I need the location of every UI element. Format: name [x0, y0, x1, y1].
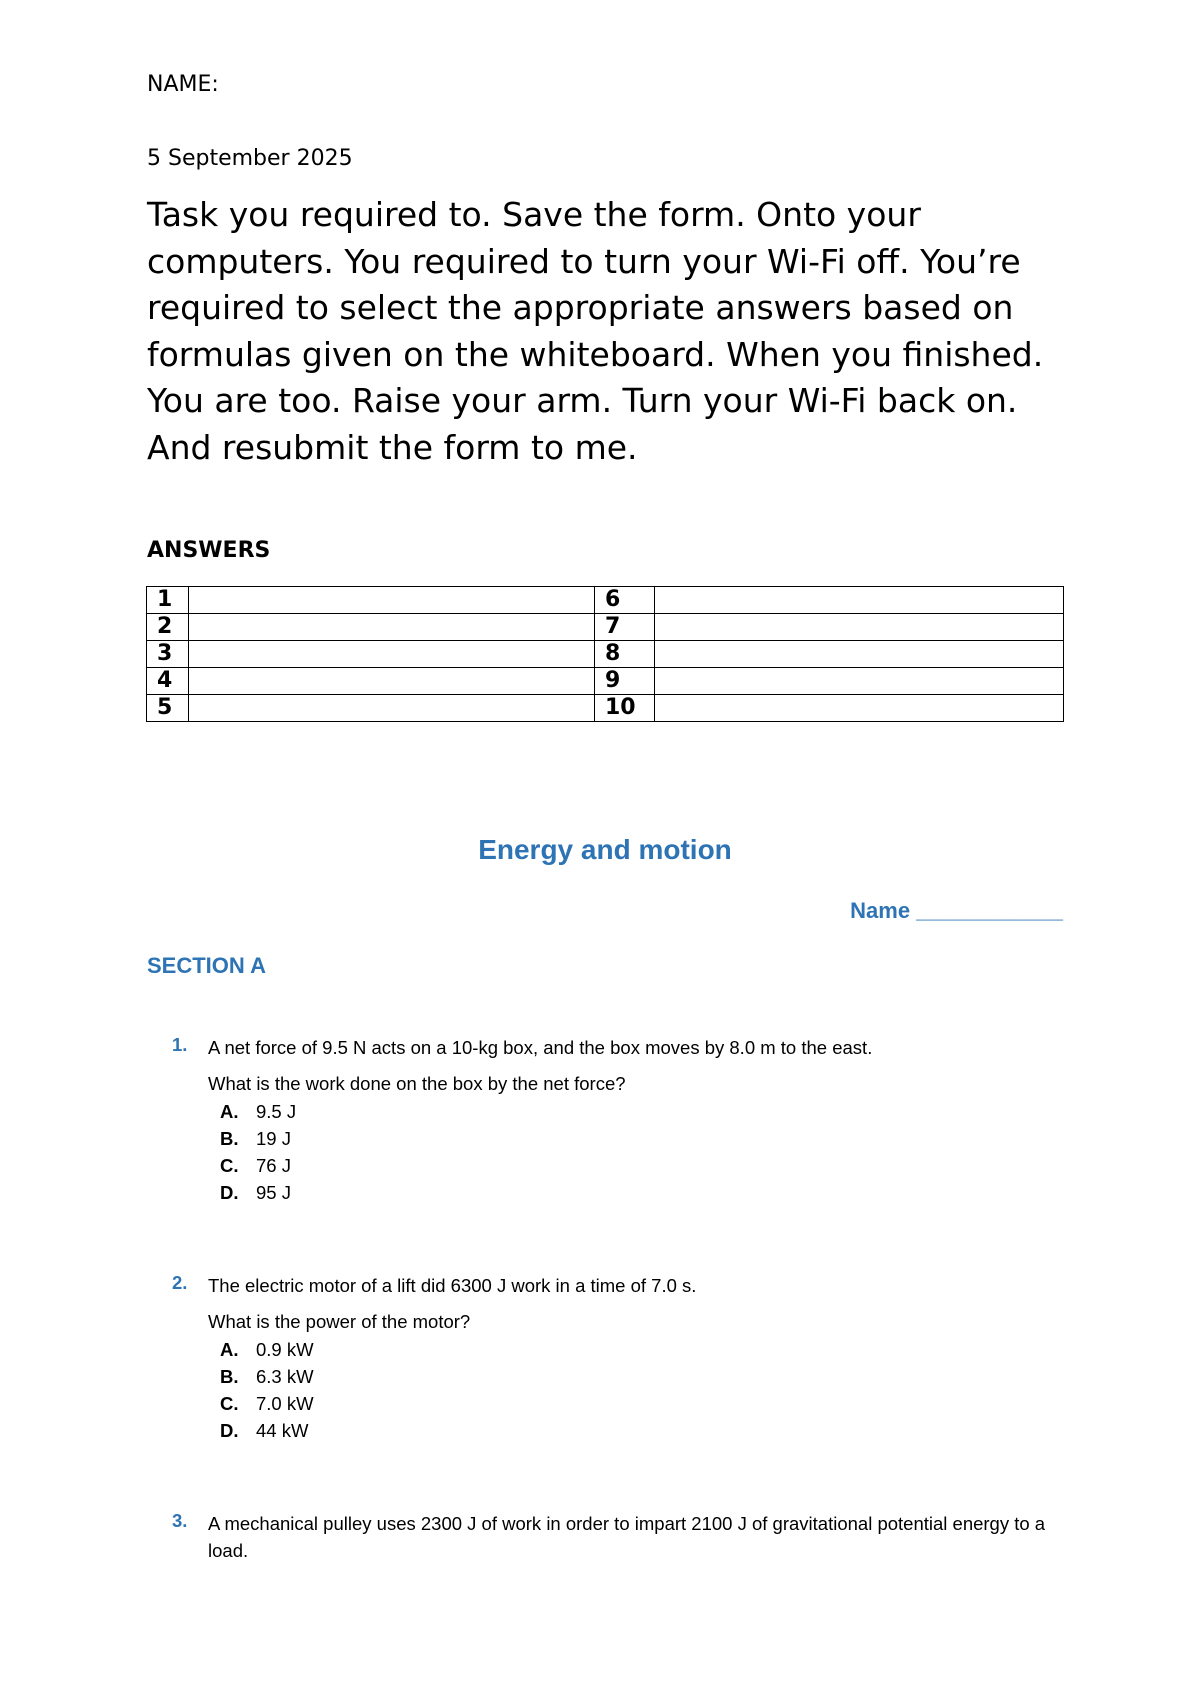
option-text: 7.0 kW: [256, 1393, 314, 1414]
answer-cell[interactable]: [655, 614, 1064, 641]
option-text: 19 J: [256, 1128, 291, 1149]
answer-number: 9: [595, 668, 655, 695]
name-label: NAME:: [147, 72, 219, 97]
option-text: 44 kW: [256, 1420, 309, 1441]
answer-number: 3: [147, 641, 189, 668]
table-row: [147, 641, 1064, 668]
answer-cell[interactable]: [655, 695, 1064, 722]
name-field[interactable]: Name ____________: [850, 898, 1063, 923]
table-row: [147, 695, 1064, 722]
answer-cell[interactable]: [189, 587, 595, 614]
answers-heading: ANSWERS: [147, 538, 271, 563]
option-text: 76 J: [256, 1155, 291, 1176]
question-stem: A mechanical pulley uses 2300 J of work in order to impart 2100 J of gravitational potential energy to a load.: [208, 1513, 1046, 1561]
instructions: Task you required to. Save the form. Onto your computers. You required to turn your Wi-Fi off. You’re required to select the appropriate answers based on formulas given on the whiteboard. When you finished. You are too. Raise your arm. Turn your Wi-Fi back on. And resubmit the form to me.: [147, 195, 1044, 467]
answer-cell[interactable]: [189, 695, 595, 722]
option-letter: B.: [220, 1366, 239, 1387]
option-text: 9.5 J: [256, 1101, 297, 1122]
option-letter: B.: [220, 1128, 239, 1149]
date: 5 September 2025: [147, 146, 353, 171]
section-heading: SECTION A: [147, 953, 266, 978]
question-prompt: What is the work done on the box by the net force?: [208, 1073, 626, 1094]
question-number: 1.: [172, 1034, 188, 1055]
quiz-title: Energy and motion: [478, 834, 732, 865]
question-stem: A net force of 9.5 N acts on a 10-kg box, and the box moves by 8.0 m to the east.: [208, 1037, 873, 1058]
answer-cell[interactable]: [189, 668, 595, 695]
option-letter: D.: [220, 1420, 239, 1441]
question-stem: The electric motor of a lift did 6300 J work in a time of 7.0 s.: [208, 1275, 697, 1296]
answer-cell[interactable]: [189, 641, 595, 668]
table-row: [147, 668, 1064, 695]
answers-table: [146, 586, 1064, 722]
answer-number: 6: [595, 587, 655, 614]
option-letter: D.: [220, 1182, 239, 1203]
answer-number: 4: [147, 668, 189, 695]
answer-number: 8: [595, 641, 655, 668]
answer-cell[interactable]: [655, 641, 1064, 668]
answer-number: 10: [595, 695, 655, 722]
question-number: 2.: [172, 1272, 188, 1293]
answer-number: 1: [147, 587, 189, 614]
answer-number: 2: [147, 614, 189, 641]
answer-cell[interactable]: [655, 668, 1064, 695]
option-letter: C.: [220, 1155, 239, 1176]
answer-number: 7: [595, 614, 655, 641]
option-letter: C.: [220, 1393, 239, 1414]
table-row: [147, 587, 1064, 614]
option-letter: A.: [220, 1339, 239, 1360]
question-number: 3.: [172, 1510, 188, 1531]
question-prompt: What is the power of the motor?: [208, 1311, 471, 1332]
answer-cell[interactable]: [655, 587, 1064, 614]
option-letter: A.: [220, 1101, 239, 1122]
option-text: 6.3 kW: [256, 1366, 314, 1387]
option-text: 0.9 kW: [256, 1339, 314, 1360]
option-text: 95 J: [256, 1182, 291, 1203]
answer-cell[interactable]: [189, 614, 595, 641]
answer-number: 5: [147, 695, 189, 722]
table-row: [147, 614, 1064, 641]
